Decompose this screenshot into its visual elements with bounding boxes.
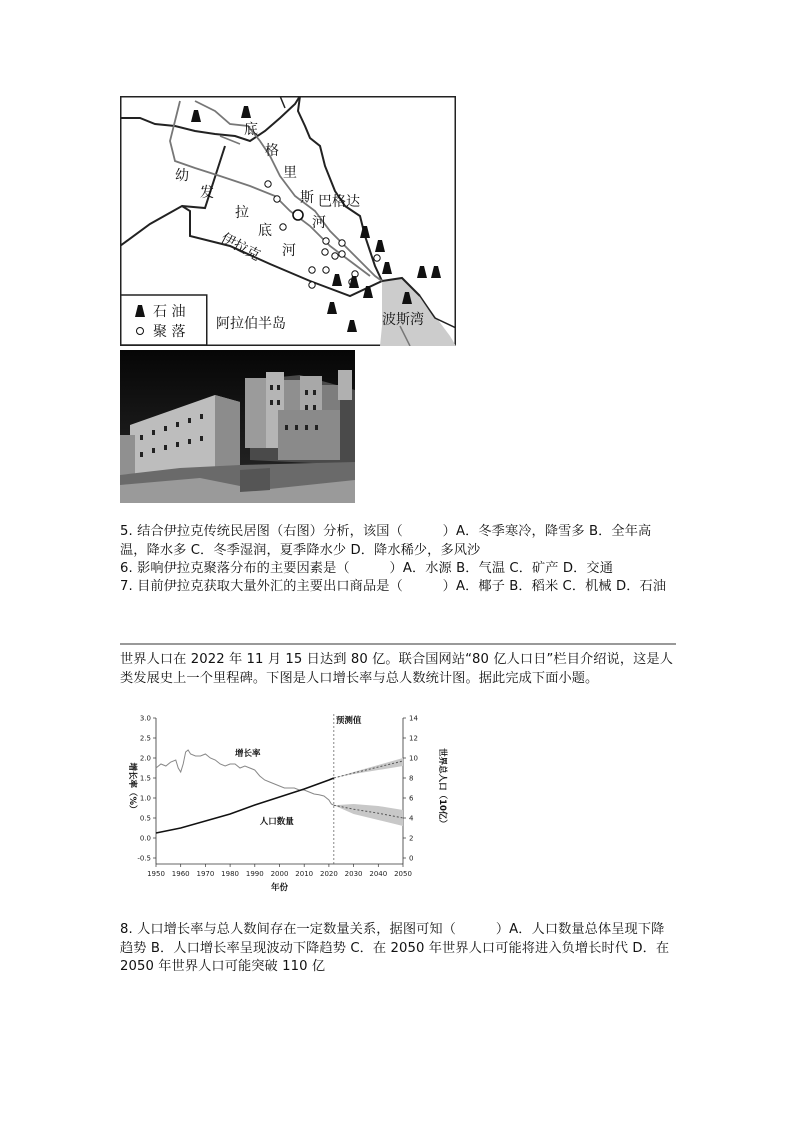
map-label-ge: 格 <box>265 143 279 159</box>
map-label-baghdad: 巴格达 <box>318 194 360 210</box>
right-tick-label: 4 <box>409 814 414 823</box>
question-8: 8. 人口增长率与总人数间存在一定数量关系，据图可知（ ）A．人口数量总体呈现下降趋势 B．人口增长率呈现波动下降趋势 C．在 2050 年世界人口可能将进入负增长时代 D．在 2050 年世界人口可能突破 110 亿 <box>120 922 670 974</box>
map-label-di: 底 <box>244 122 258 138</box>
legend-settlement-label: 聚 落 <box>153 324 186 340</box>
x-tick-label: 1990 <box>245 870 264 878</box>
x-tick-label: 2040 <box>369 870 388 878</box>
map-label-li: 里 <box>283 165 297 181</box>
x-tick-label: 2050 <box>394 870 412 878</box>
intro-paragraph: 世界人口在 2022 年 11 月 15 日达到 80 亿。联合国网站“80 亿人口日”栏目介绍说，这是人类发展史上一个里程碑。下图是人口增长率与总人数统计图。据此完成下面小题。 <box>120 652 673 686</box>
question-5: 5. 结合伊拉克传统民居图（右图）分析，该国（ ）A．冬季寒冷，降雪多 B．全年高温，降水多 C．冬季湿润，夏季降水少 D．降水稀少，多风沙 <box>120 524 652 558</box>
x-tick-label: 1970 <box>196 870 215 878</box>
x-tick-label: 1960 <box>171 870 190 878</box>
right-axis-label: 世界总人口（10亿） <box>437 748 447 828</box>
left-tick-label: 1.5 <box>139 774 151 783</box>
right-tick-label: 8 <box>409 774 414 783</box>
left-tick-label: 1.0 <box>139 794 151 803</box>
x-axis-label: 年份 <box>270 883 289 893</box>
legend-settlement-icon <box>137 328 144 335</box>
legend-oil-label: 石 油 <box>153 304 186 320</box>
map-label-you: 幼 <box>175 168 189 184</box>
map-label-iraq: 伊拉克 <box>218 230 263 265</box>
question-7: 7. 目前伊拉克获取大量外汇的主要出口商品是（ ）A．椰子 B．稻米 C．机械 D．石油 <box>120 579 667 594</box>
left-tick-label: -0.5 <box>137 854 151 863</box>
growth-rate-forecast-band <box>334 804 403 826</box>
map-label-arabia: 阿拉伯半岛 <box>216 316 286 332</box>
map-label-he2: 河 <box>282 243 296 259</box>
left-tick-label: 3.0 <box>139 714 151 723</box>
map-label-la: 拉 <box>235 205 249 221</box>
baghdad-city-marker <box>293 210 303 220</box>
map-label-fa: 发 <box>200 185 214 201</box>
right-tick-label: 2 <box>409 834 414 843</box>
forecast-label: 预测值 <box>335 716 362 726</box>
section-divider <box>120 643 676 645</box>
left-tick-label: 2.0 <box>139 754 151 763</box>
x-tick-label: 2020 <box>319 870 338 878</box>
population-line <box>156 778 334 833</box>
right-tick-label: 6 <box>409 794 414 803</box>
x-tick-label: 2010 <box>295 870 314 878</box>
right-tick-label: 10 <box>409 754 418 763</box>
map-label-si: 斯 <box>300 190 314 206</box>
left-axis-label: 增长率（%） <box>127 762 137 814</box>
map-label-di2: 底 <box>258 223 272 239</box>
left-tick-label: 2.5 <box>139 734 151 743</box>
x-tick-label: 2030 <box>344 870 363 878</box>
right-tick-label: 0 <box>409 854 414 863</box>
x-tick-label: 1980 <box>221 870 240 878</box>
iraq-map <box>120 96 456 346</box>
right-tick-label: 14 <box>409 714 418 723</box>
x-tick-label: 2000 <box>270 870 289 878</box>
question-6: 6. 影响伊拉克聚落分布的主要因素是（ ）A．水源 B．气温 C．矿产 D．交通 <box>120 561 613 576</box>
population-series-label: 人口数量 <box>259 817 294 827</box>
population-chart <box>118 706 448 902</box>
map-label-gulf: 波斯湾 <box>382 312 424 328</box>
map-label-he1: 河 <box>312 215 326 231</box>
left-tick-label: 0.0 <box>139 834 151 843</box>
x-tick-label: 1950 <box>147 870 165 878</box>
left-tick-label: 0.5 <box>139 814 151 823</box>
growth-rate-series-label: 增长率 <box>235 749 261 759</box>
population-forecast-band <box>334 758 403 778</box>
right-tick-label: 12 <box>409 734 418 743</box>
traditional-dwelling-photo <box>120 350 355 503</box>
